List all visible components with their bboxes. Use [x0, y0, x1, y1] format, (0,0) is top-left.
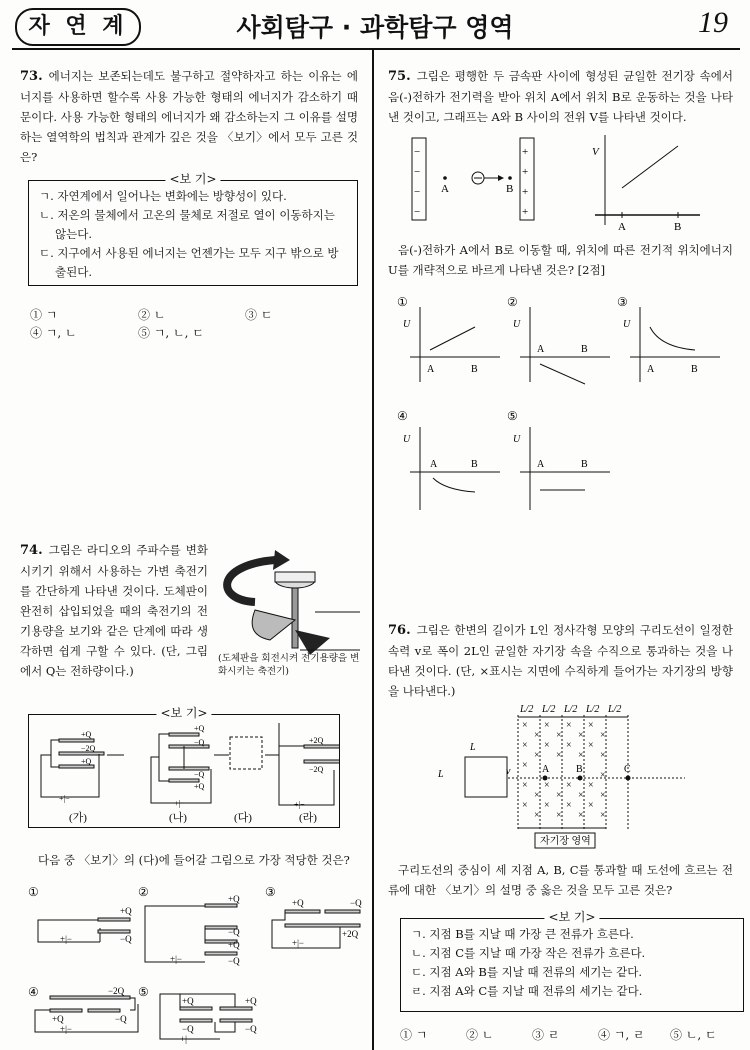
question-text: 구리도선의 중심이 세 지점 A, B, C를 통과할 때 도선에 흐르는 전류에 대한 〈보기〉의 설명 중 옳은 것을 모두 고른 것은?	[388, 863, 733, 897]
choice-2[interactable]	[507, 295, 610, 384]
field-x-mark: ×	[588, 720, 594, 731]
choice-1[interactable]: ① ㄱ	[400, 1028, 428, 1042]
svg-text:⑤: ⑤	[507, 409, 518, 423]
battery-symbol: +|−	[174, 799, 185, 808]
svg-text:+Q: +Q	[228, 940, 240, 950]
field-x-mark: ×	[566, 720, 572, 731]
svg-text:−: −	[414, 186, 421, 198]
choice-4[interactable]	[28, 985, 138, 1034]
svg-text:U: U	[403, 434, 411, 445]
copper-loop	[465, 757, 507, 797]
svg-text:U: U	[513, 434, 521, 445]
svg-text:+|−: +|−	[292, 938, 304, 948]
svg-text:L/2: L/2	[608, 704, 622, 715]
section-badge: 자 연 계	[15, 8, 141, 46]
svg-text:+: +	[522, 206, 529, 218]
choice-3[interactable]: ③ ㄷ	[245, 308, 273, 322]
svg-text:B: B	[471, 459, 478, 470]
charge-label: −Q	[194, 770, 205, 779]
bogi-item: ㄴ. 저온의 물체에서 고온의 물체로 저절로 열이 이동하지는 않는다.	[39, 208, 335, 241]
field-x-mark: ×	[566, 800, 572, 811]
field-x-mark: ×	[578, 750, 584, 761]
svg-text:A: A	[427, 364, 435, 375]
field-x-mark: ×	[578, 790, 584, 801]
point-b-label: B	[506, 183, 514, 195]
step-label: (라)	[299, 812, 317, 824]
choice-2[interactable]: ② ㄴ	[138, 308, 166, 322]
field-x-mark: ×	[534, 810, 540, 821]
svg-text:L/2: L/2	[520, 704, 534, 715]
field-x-mark: ×	[534, 790, 540, 801]
svg-text:B: B	[581, 459, 588, 470]
field-x-mark: ×	[600, 730, 606, 741]
svg-text:−2Q: −2Q	[108, 986, 125, 996]
svg-text:A: A	[542, 764, 550, 775]
point-a-label: A	[441, 183, 449, 195]
question-number: 76.	[388, 623, 411, 638]
q75-answer-graphs	[395, 292, 735, 517]
svg-text:+|−: +|−	[60, 934, 72, 944]
svg-text:+Q: +Q	[120, 906, 132, 916]
bogi-item: ㄴ. 지점 C를 지날 때 가장 작은 전류가 흐른다.	[411, 946, 646, 960]
svg-text:B: B	[674, 221, 682, 233]
question-74	[20, 540, 208, 681]
svg-text:②: ②	[507, 295, 518, 309]
field-x-mark: ×	[556, 750, 562, 761]
svg-text:−Q: −Q	[245, 1024, 257, 1034]
bogi-title: <보 기>	[156, 704, 211, 723]
field-x-mark: ×	[588, 780, 594, 791]
field-x-mark: ×	[600, 790, 606, 801]
svg-text:−: −	[414, 206, 421, 218]
svg-text:④: ④	[397, 409, 408, 423]
svg-text:−Q: −Q	[120, 934, 132, 944]
bogi-box	[400, 910, 744, 1012]
svg-text:−Q: −Q	[228, 927, 240, 937]
field-x-mark: ×	[600, 770, 606, 781]
field-x-mark: ×	[544, 720, 550, 731]
bogi-title: <보 기>	[544, 908, 599, 927]
field-x-mark: ×	[544, 740, 550, 751]
svg-text:L/2: L/2	[542, 704, 556, 715]
bogi-item: ㄹ. 지점 A와 C를 지날 때 전류의 세기는 같다.	[411, 984, 643, 998]
field-marks	[522, 720, 606, 821]
svg-text:L/2: L/2	[564, 704, 578, 715]
field-x-mark: ×	[544, 780, 550, 791]
svg-text:L: L	[470, 742, 476, 753]
bogi-item: ㄷ. 지구에서 사용된 에너지는 언젠가는 모두 지구 밖으로 방출된다.	[39, 246, 339, 279]
field-x-mark: ×	[588, 800, 594, 811]
svg-text:⑤: ⑤	[138, 985, 149, 999]
field-x-mark: ×	[522, 760, 528, 771]
choice-5[interactable]	[507, 409, 610, 510]
question-number: 73.	[20, 69, 43, 84]
step-da-placeholder	[230, 737, 262, 769]
choice-4[interactable]	[397, 409, 500, 510]
svg-text:+: +	[522, 186, 529, 198]
choice-4[interactable]: ④ ㄱ, ㄴ	[30, 326, 77, 340]
svg-text:③: ③	[265, 885, 276, 899]
svg-text:A: A	[430, 459, 438, 470]
charge-label: −Q	[194, 738, 205, 747]
svg-text:B: B	[471, 364, 478, 375]
choice-2[interactable]: ② ㄴ	[466, 1028, 494, 1042]
svg-text:V: V	[592, 146, 599, 158]
choice-1[interactable]	[397, 295, 500, 382]
field-x-mark: ×	[544, 800, 550, 811]
svg-text:−: −	[414, 166, 421, 178]
svg-text:+2Q: +2Q	[342, 929, 359, 939]
field-x-mark: ×	[556, 790, 562, 801]
svg-text:B: B	[576, 764, 583, 775]
charge-label: +Q	[81, 757, 92, 766]
svg-text:②: ②	[138, 885, 149, 899]
question-76	[388, 620, 733, 701]
svg-text:A: A	[647, 364, 655, 375]
question-text: 에너지는 보존되는데도 불구하고 절약하자고 하는 이유는 에너지를 사용하면 할수록 사용 가능한 형태의 에너지가 감소하기 때문이다. 사용 가능한 형태의 에너지가 왜 감소하는지 그 이유를 설명하는 열역학의 법칙과 관계가 깊은 것을 〈보기〉에서 모두 고른 것은?	[20, 69, 358, 164]
step-label: (다)	[234, 812, 252, 824]
step-label: (나)	[169, 812, 187, 824]
charge-label: +Q	[194, 724, 205, 733]
q74-answer-choices	[20, 882, 370, 1047]
svg-text:①: ①	[397, 295, 408, 309]
svg-text:A: A	[537, 344, 545, 355]
page-title: 사회탐구 · 과학탐구 영역	[236, 13, 514, 42]
svg-text:+Q: +Q	[52, 1014, 64, 1024]
column-divider	[372, 50, 374, 1050]
choice-3[interactable]	[265, 885, 362, 948]
bogi-box	[28, 706, 340, 828]
parallel-plates-diagram	[400, 130, 700, 235]
svg-text:+|−: +|−	[170, 954, 182, 964]
question-number: 75.	[388, 69, 411, 84]
svg-text:+: +	[522, 146, 529, 158]
magnetic-field-diagram	[430, 700, 700, 850]
charge-label: +Q	[81, 730, 92, 739]
page-number: 19	[698, 6, 728, 39]
svg-text:−: −	[414, 146, 421, 158]
svg-text:+|−: +|−	[180, 1034, 192, 1044]
choice-3[interactable]	[617, 295, 720, 382]
svg-text:+Q: +Q	[228, 894, 240, 904]
field-x-mark: ×	[534, 730, 540, 741]
bogi-title: <보 기>	[165, 170, 220, 189]
field-x-mark: ×	[600, 810, 606, 821]
field-x-mark: ×	[566, 780, 572, 791]
field-x-mark: ×	[522, 780, 528, 791]
question-text: 그림은 한변의 길이가 L인 정사각형 모양의 구리도선이 일정한 속력 v로 폭이 2L인 균일한 자기장 속을 수직으로 통과하는 것을 나타낸 것이다. (단, ×표시는 지면에 수직하게 들어가는 자기장의 방향을 나타낸다.)	[388, 623, 733, 698]
svg-text:③: ③	[617, 295, 628, 309]
question-73	[20, 66, 358, 167]
field-x-mark: ×	[522, 720, 528, 731]
field-x-mark: ×	[534, 750, 540, 761]
svg-text:L/2: L/2	[586, 704, 600, 715]
svg-text:+Q: +Q	[245, 996, 257, 1006]
choice-1[interactable]	[28, 885, 132, 944]
svg-text:L: L	[438, 769, 444, 780]
charge-label: +2Q	[309, 736, 324, 745]
bogi-item: ㄱ. 자연계에서 일어나는 변화에는 방향성이 있다.	[39, 189, 287, 203]
potential-graph	[592, 135, 700, 233]
question-number: 74.	[20, 543, 43, 558]
charge-label: +Q	[194, 782, 205, 791]
variable-capacitor-illustration	[215, 540, 365, 660]
step-label: (가)	[69, 812, 87, 824]
bogi-steps-diagram	[29, 715, 339, 827]
question-text: 음(-)전하가 A에서 B로 이동할 때, 위치에 따른 전기적 위치에너지 U를 개략적으로 바르게 나타낸 것은? [2점]	[388, 243, 733, 277]
question-text: 그림은 라디오의 주파수를 변화시키기 위해서 사용하는 가변 축전기를 간단하게 나타낸 것이다. 도체판이 완전히 삽입되었을 때의 축전기의 전기용량을 보기와 같은 단계에 따라 생각하면 쉽게 구할 수 있다. (단, 그림에서 Q는 전하량이다.)	[20, 543, 208, 678]
choice-4[interactable]: ④ ㄱ, ㄹ	[598, 1028, 645, 1042]
svg-text:B: B	[581, 344, 588, 355]
svg-text:+Q: +Q	[292, 898, 304, 908]
charge-label: −2Q	[309, 765, 324, 774]
question-text: 그림은 평행한 두 금속판 사이에 형성된 균일한 전기장 속에서 음(-)전하가 전기력을 받아 위치 A에서 위치 B로 운동하는 것을 나타낸 것이고, 그래프는 A와 B 사이의 전위 V를 나타낸 것이다.	[388, 69, 733, 124]
choice-3[interactable]: ③ ㄹ	[532, 1028, 560, 1042]
field-x-mark: ×	[556, 730, 562, 741]
field-x-mark: ×	[578, 730, 584, 741]
svg-text:U: U	[623, 319, 631, 330]
svg-text:U: U	[513, 319, 521, 330]
svg-text:①: ①	[28, 885, 39, 899]
field-x-mark: ×	[522, 800, 528, 811]
svg-text:④: ④	[28, 985, 39, 999]
svg-text:−Q: −Q	[115, 1014, 127, 1024]
choice-5[interactable]	[138, 985, 257, 1044]
field-x-mark: ×	[556, 810, 562, 821]
field-region-label: 자기장 영역	[540, 836, 591, 847]
svg-text:−Q: −Q	[228, 956, 240, 966]
choice-1[interactable]: ① ㄱ	[30, 308, 58, 322]
field-x-mark: ×	[600, 750, 606, 761]
svg-text:B: B	[691, 364, 698, 375]
svg-text:A: A	[618, 221, 626, 233]
rotation-arrow-icon	[227, 560, 275, 602]
svg-text:−Q: −Q	[182, 1024, 194, 1034]
field-x-mark: ×	[566, 740, 572, 751]
field-x-mark: ×	[588, 740, 594, 751]
question-75	[388, 66, 733, 127]
svg-text:C: C	[624, 764, 631, 775]
choice-5[interactable]: ⑤ ㄱ, ㄴ, ㄷ	[138, 326, 204, 340]
svg-text:v: v	[506, 766, 511, 777]
question-prompt: 다음 중 〈보기〉의 (다)에 들어갈 그림으로 가장 적당한 것은?	[38, 853, 350, 867]
bogi-box	[28, 172, 358, 286]
svg-text:+Q: +Q	[182, 996, 194, 1006]
svg-text:+|−: +|−	[60, 1024, 72, 1034]
svg-text:U: U	[403, 319, 411, 330]
svg-text:+: +	[522, 166, 529, 178]
field-x-mark: ×	[578, 810, 584, 821]
battery-symbol: +|−	[59, 794, 70, 803]
svg-text:−Q: −Q	[350, 898, 362, 908]
bogi-item: ㄷ. 지점 A와 B를 지날 때 전류의 세기는 같다.	[411, 965, 643, 979]
figure-caption: (도체판을 회전시켜 전기용량을 변화시키는 축전기)	[218, 653, 360, 677]
charge-label: −2Q	[81, 744, 96, 753]
choice-5[interactable]: ⑤ ㄴ, ㄷ	[670, 1028, 717, 1042]
battery-symbol: +|−	[294, 800, 305, 809]
header-divider	[12, 48, 740, 50]
field-x-mark: ×	[522, 740, 528, 751]
bogi-item: ㄱ. 지점 B를 지날 때 가장 큰 전류가 흐른다.	[411, 927, 634, 941]
svg-text:A: A	[537, 459, 545, 470]
choice-2[interactable]	[138, 885, 240, 966]
